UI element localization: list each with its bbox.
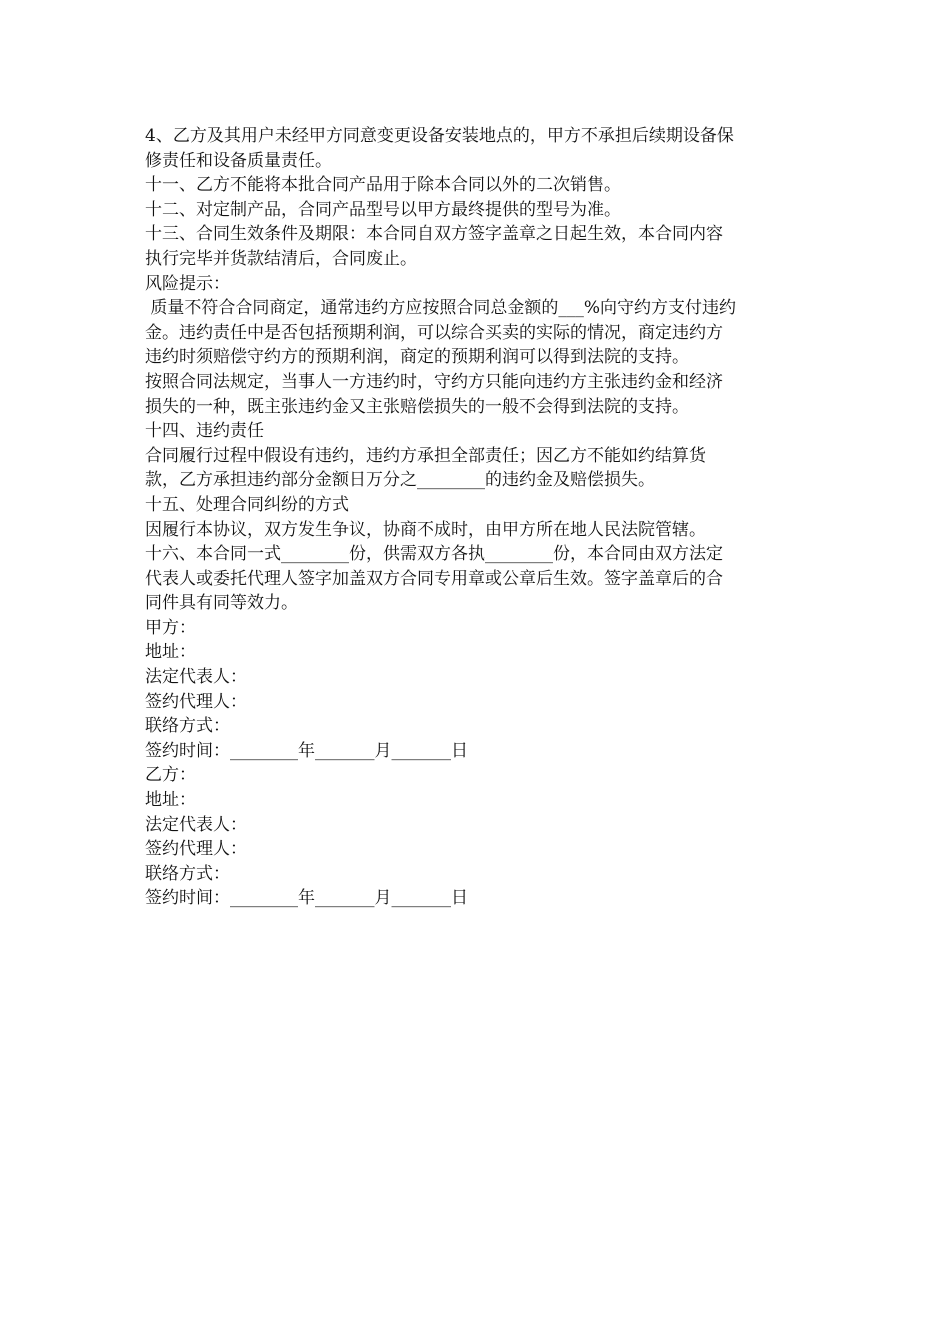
text-line: 代表人或委托代理人签字加盖双方合同专用章或公章后生效。签字盖章后的合 — [145, 568, 723, 589]
party-b-contact: 联络方式： — [145, 863, 230, 884]
party-b-address: 地址： — [145, 790, 196, 811]
document-body — [145, 124, 809, 911]
text-line: 质量不符合合同商定，通常违约方应按照合同总金额的___%向守约方支付违约 — [145, 298, 737, 319]
text-line: 修责任和设备质量责任。 — [145, 150, 332, 171]
text-line: 十六、本合同一式________份，供需双方各执________份，本合同由双方法定 — [145, 544, 723, 565]
section-heading: 十四、违约责任 — [145, 421, 264, 442]
text-line: 十一、乙方不能将本批合同产品用于除本合同以外的二次销售。 — [145, 175, 621, 196]
text-line: 同件具有同等效力。 — [145, 593, 298, 614]
text-line: 十二、对定制产品，合同产品型号以甲方最终提供的型号为准。 — [145, 199, 621, 220]
party-a-address: 地址： — [145, 642, 196, 663]
text-line: 合同履行过程中假设有违约，违约方承担全部责任；因乙方不能如约结算货 — [145, 445, 706, 466]
party-b-sign-date: 签约时间：________年_______月_______日 — [145, 888, 468, 909]
party-a-contact: 联络方式： — [145, 716, 230, 737]
party-b-legal-rep: 法定代表人： — [145, 814, 247, 835]
party-b-label: 乙方： — [145, 765, 196, 786]
text-line: 款，乙方承担违约部分金额日万分之________的违约金及赔偿损失。 — [145, 470, 655, 491]
text-line: 执行完毕并货款结清后，合同废止。 — [145, 248, 417, 269]
party-a-agent: 签约代理人： — [145, 691, 247, 712]
section-heading: 十五、处理合同纠纷的方式 — [145, 494, 349, 515]
party-a-legal-rep: 法定代表人： — [145, 667, 247, 688]
party-b-agent: 签约代理人： — [145, 839, 247, 860]
text-line: 违约时须赔偿守约方的预期利润，商定的预期利润可以得到法院的支持。 — [145, 347, 689, 368]
party-a-sign-date: 签约时间：________年_______月_______日 — [145, 740, 468, 761]
text-line: 损失的一种，既主张违约金又主张赔偿损失的一般不会得到法院的支持。 — [145, 396, 689, 417]
text-line: 因履行本协议，双方发生争议，协商不成时，由甲方所在地人民法院管辖。 — [145, 519, 706, 540]
text-line: 按照合同法规定，当事人一方违约时，守约方只能向违约方主张违约金和经济 — [145, 371, 723, 392]
text-line: 4、乙方及其用户未经甲方同意变更设备安装地点的，甲方不承担后续期设备保 — [145, 126, 734, 146]
text-line: 金。违约责任中是否包括预期利润，可以综合买卖的实际的情况，商定违约方 — [145, 322, 723, 343]
text-line: 十三、合同生效条件及期限：本合同自双方签字盖章之日起生效，本合同内容 — [145, 224, 723, 245]
section-heading: 风险提示： — [145, 273, 230, 294]
party-a-label: 甲方： — [145, 617, 196, 638]
